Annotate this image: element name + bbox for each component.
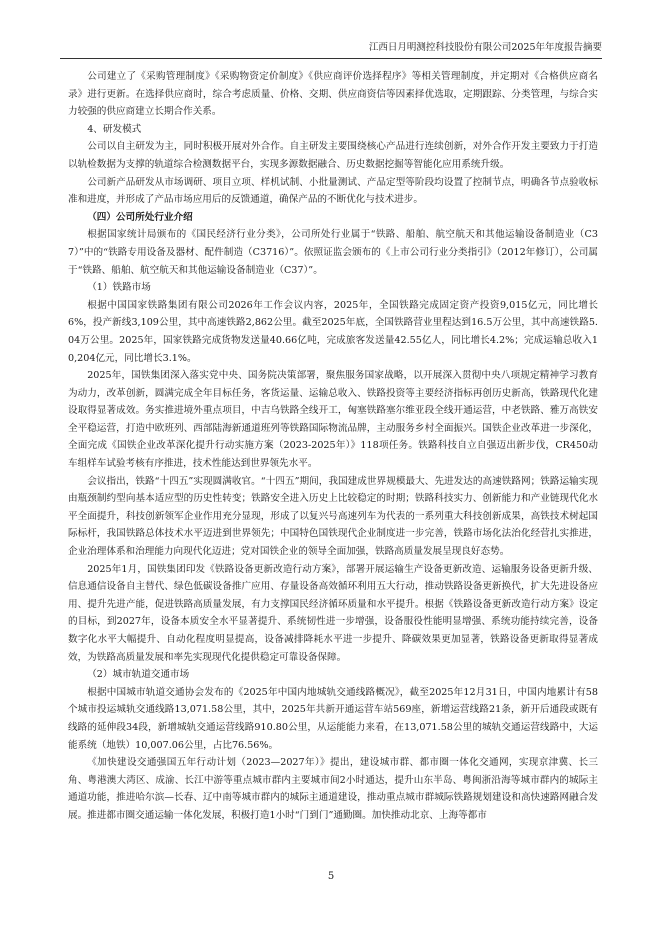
urban-rail-heading: （2）城市轨道交通市场 — [87, 669, 190, 681]
page-number: 5 — [327, 871, 335, 882]
fourteenth-plan-paragraph: 会议指出，铁路“十四五”实现圆满收官。“十四五”期间，我国建成世界规模最大、先进发达的高速铁路网；铁路运输实现由瓶颈制约型向基本适应型的历史性转变；铁路安全进入历史上比较稳定的时期；铁路科技实力、创新能力和产业链现代化水平全面提升，科技创新领军企业作用充分显现，形成了以复兴号高速列车为代表的一系列重大科技创新成果，高铁技术树起国际标杆，我国铁路总体技术水平迈进到世界领先；中国特色国铁现代企业制度进一步完善，铁路市场化法治化经营扎实推进，企业治理体系和治理能力向现代化迈进；党对国铁企业的领导全面加强，铁路高质量发展呈现良好态势。 — [68, 475, 598, 558]
rd-paragraph-2: 公司新产品研发从市场调研、项目立项、样机试制、小批量测试、产品定型等阶段均设置了控制节点，明确各节点验收标准和进度，并形成了产品市场应用后的反馈通道，确保产品的不断优化与技术进步。 — [68, 176, 598, 206]
industry-section-heading: （四）公司所处行业介绍 — [87, 211, 193, 223]
railway-stats-paragraph: 根据中国国家铁路集团有限公司2026年工作会议内容，2025年，全国铁路完成固定资产投资9,015亿元，同比增长6%，投产新线3,109公里，其中高速铁路2,862公里。截至2025年底，全国铁路营业里程达到16.5万公里，其中高速铁路5.04万公里。2025年，国家铁路完成货物发送量40.66亿吨，完成旅客发送量42.55亿人，同比增长4.2%；完成运输总收入10,204亿元，同比增长3.1%。 — [68, 299, 598, 364]
procurement-paragraph: 公司建立了《采购管理制度》《采购物资定价制度》《供应商评价选择程序》等相关管理制度，并定期对《合格供应商名录》进行更新。在选择供应商时，综合考虑质量、价格、交期、供应商资信等因素择优选取，定期跟踪、分类管理，与综合实力较强的供应商建立长期合作关系。 — [68, 71, 598, 118]
rd-paragraph-1: 公司以自主研发为主，同时积极开展对外合作。自主研发主要围绕核心产品进行连续创新，对外合作开发主要致力于打造以轨检数据为支撑的轨道综合检测数据平台，实现多源数据融合、历史数据挖掘等智能化应用系统升级。 — [68, 141, 598, 170]
header-title: 江西日月明测控科技股份有限公司2025年年度报告摘要 — [368, 42, 602, 53]
transport-plan-paragraph: 《加快建设交通强国五年行动计划（2023—2027年）》提出，建设城市群、都市圈一体化交通网，实现京津冀、长三角、粤港澳大湾区、成渝、长江中游等重点城市群内主要城市间2小时通达，提升山东半岛、粤闽浙沿海等城市群内的城际主通道功能，推进哈尔滨—长春、辽中南等城市群内的城际主通道建设，推动重点城市群城际铁路规划建设和高快速路网融合发展。推进都市圈交通运输一体化发展，积极打造1小时“门到门”通勤圈。加快推动北京、上海等都市 — [68, 757, 598, 821]
urban-rail-stats-paragraph: 根据中国城市轨道交通协会发布的《2025年中国内地城轨交通线路概况》，截至2025年12月31日，中国内地累计有58个城市投运城轨交通线路13,071.58公里，其中，2025年共新开通运营车站569座，新增运营线路21条，新开后通段或既有线路的延伸段34段，新增城轨交通运营线路910.80公里，从运能能力来看，在13,071.58公里的城轨交通运营线路中，大运能系统（地铁）10,007.06公里，占比76.56%。 — [68, 686, 598, 751]
equipment-renewal-paragraph: 2025年1月，国铁集团印发《铁路设备更新改造行动方案》，部署开展运输生产设备更新改造、运输服务设备更新升级、信息通信设备自主替代、绿色低碳设备推广应用、存量设备高效循环利用五大行动，推动铁路设备更新换代，扩大先进设备应用、提升先进产能，促进铁路高质量发展，有力支撑国民经济循环质量和水平提升。根据《铁路设备更新改造行动方案》设定的目标，到2027年，设备本质安全水平显著提升、系统韧性进一步增强，设备服役性能明显增强、系统功能持续完善，设备数字化水平大幅提升、自动化程度明显提高，设备减排降耗水平进一步提升、降碳效果更加显著，铁路设备更新取得显著成效，为铁路高质量发展和率先实现现代化提供稳定可靠设备保障。 — [68, 563, 598, 663]
rd-model-heading: 4、研发模式 — [87, 123, 142, 135]
report-body — [68, 68, 598, 825]
industry-classification-paragraph: 根据国家统计局颁布的《国民经济行业分类》，公司所处行业属于“铁路、船舶、航空航天和其他运输设备制造业（C37）”中的“铁路专用设备及器材、配件制造（C3716）”。依照证监会颁布的《上市公司行业分类指引》（2012年修订），公司属于“铁路、船舶、航空航天和其他运输设备制造业（C37）”。 — [68, 229, 598, 276]
railway-market-heading: （1）铁路市场 — [87, 282, 151, 294]
page-header — [60, 40, 602, 59]
railway-2025-paragraph: 2025年，国铁集团深入落实党中央、国务院决策部署，聚焦服务国家战略，以开展深入贯彻中央八项规定精神学习教育为动力，改革创新，圆满完成全年目标任务，客货运量、运输总收入、铁路投资等主要经济指标再创历史新高，铁路现代化建设取得显著成效。务实推进境外重点项目，中吉乌铁路全线开工，匈塞铁路塞尔维亚段全线开通运营，中老铁路、雅万高铁安全平稳运营，打造中欧班列、西部陆海新通道班列等铁路国际物流品牌，主动服务乡村全面振兴。国铁企业改革进一步深化，全面完成《国铁企业改革深化提升行动实施方案（2023-2025年）》118项任务。铁路科技自立自强迈出新步伐，CR450动车组样车试验考核有序推进，技术性能达到世界领先水平。 — [68, 370, 598, 470]
